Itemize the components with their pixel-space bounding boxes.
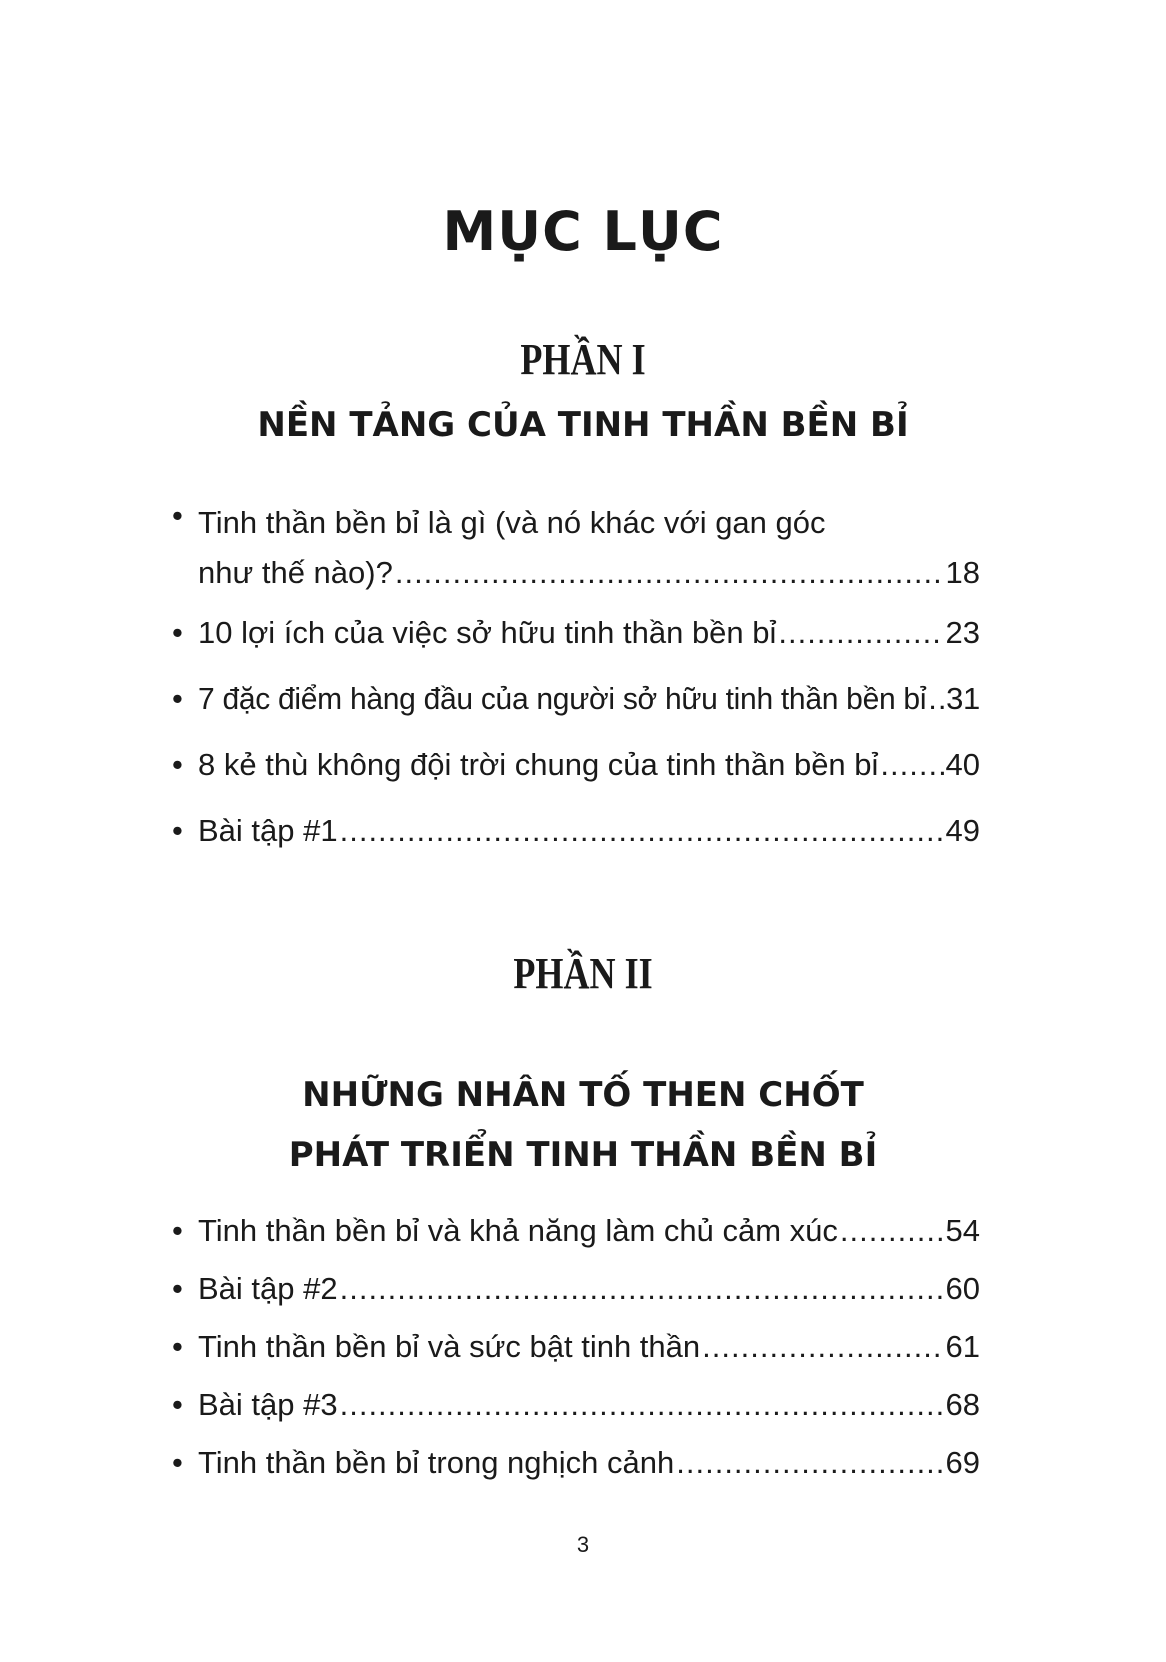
toc-entry[interactable] (172, 608, 980, 674)
page-title: MỤC LỤC (442, 200, 724, 263)
toc-entry[interactable] (172, 1322, 980, 1380)
toc-entry-title-line1: Tinh thần bền bỉ là gì (và nó khác với gan góc (198, 505, 826, 540)
dot-leader (928, 674, 944, 724)
toc-entry-title: Tinh thần bền bỉ trong nghịch cảnh (198, 1445, 675, 1480)
part-2-heading-line2: PHÁT TRIỂN TINH THẦN BỀN BỈ (288, 1135, 878, 1175)
toc-entry-page: 68 (945, 1387, 980, 1422)
part-1-toc-list (172, 498, 980, 872)
part-2-label: PHẦN II (513, 949, 653, 998)
bullet-icon: • (172, 1387, 183, 1422)
dot-leader (340, 806, 944, 856)
toc-entry-title: 7 đặc điểm hàng đầu của người sở hữu tinh thần bền bỉ (198, 681, 927, 716)
toc-entry-page: 61 (945, 1329, 980, 1364)
toc-entry[interactable] (172, 498, 980, 608)
toc-entry-page: 18 (945, 555, 980, 590)
toc-entry[interactable] (172, 1438, 980, 1496)
toc-entry-page: 54 (945, 1213, 980, 1248)
dot-leader (676, 1438, 943, 1488)
toc-entry[interactable] (172, 1264, 980, 1322)
toc-entry-title: Bài tập #1 (198, 813, 338, 848)
toc-entry-title: Bài tập #3 (198, 1387, 338, 1422)
dot-leader (840, 1206, 944, 1256)
toc-entry-title: Tinh thần bền bỉ và sức bật tinh thần (198, 1329, 701, 1364)
toc-entry-page: 40 (945, 747, 980, 782)
bullet-icon: • (172, 681, 183, 716)
bullet-icon: • (172, 1271, 183, 1306)
part-1-label: PHẦN I (520, 335, 646, 384)
toc-entry-title: như thế nào)? (198, 555, 393, 590)
toc-entry-page: 49 (945, 813, 980, 848)
dot-leader (340, 1380, 944, 1430)
toc-entry[interactable] (172, 674, 980, 740)
toc-entry-page: 60 (945, 1271, 980, 1306)
toc-entry[interactable] (172, 740, 980, 806)
toc-entry[interactable] (172, 1206, 980, 1264)
bullet-icon: • (172, 813, 183, 848)
toc-entry-page: 23 (945, 615, 980, 650)
bullet-icon: • (172, 1329, 183, 1364)
part-1-heading: NỀN TẢNG CỦA TINH THẦN BỀN BỈ (257, 405, 909, 445)
dot-leader (340, 1264, 944, 1314)
bullet-icon: • (172, 747, 183, 782)
page-number: 3 (576, 1532, 590, 1557)
bullet-icon: • (172, 498, 183, 533)
dot-leader (395, 548, 944, 598)
toc-entry-title: 10 lợi ích của việc sở hữu tinh thần bền bỉ (198, 615, 777, 650)
dot-leader (702, 1322, 943, 1372)
part-2-heading-line1: NHỮNG NHÂN TỐ THEN CHỐT (302, 1075, 864, 1115)
toc-entry-title: 8 kẻ thù không đội trời chung của tinh thần bền bỉ (198, 747, 879, 782)
dot-leader (778, 608, 943, 658)
bullet-icon: • (172, 1445, 183, 1480)
toc-entry[interactable] (172, 806, 980, 872)
toc-entry-page: 31 (946, 681, 980, 716)
dot-leader (880, 740, 943, 790)
bullet-icon: • (172, 615, 183, 650)
toc-entry-title: Tinh thần bền bỉ và khả năng làm chủ cảm xúc (198, 1213, 838, 1248)
part-2-toc-list (172, 1206, 980, 1496)
bullet-icon: • (172, 1213, 183, 1248)
toc-entry-page: 69 (945, 1445, 980, 1480)
toc-entry-title: Bài tập #2 (198, 1271, 338, 1306)
toc-entry[interactable] (172, 1380, 980, 1438)
